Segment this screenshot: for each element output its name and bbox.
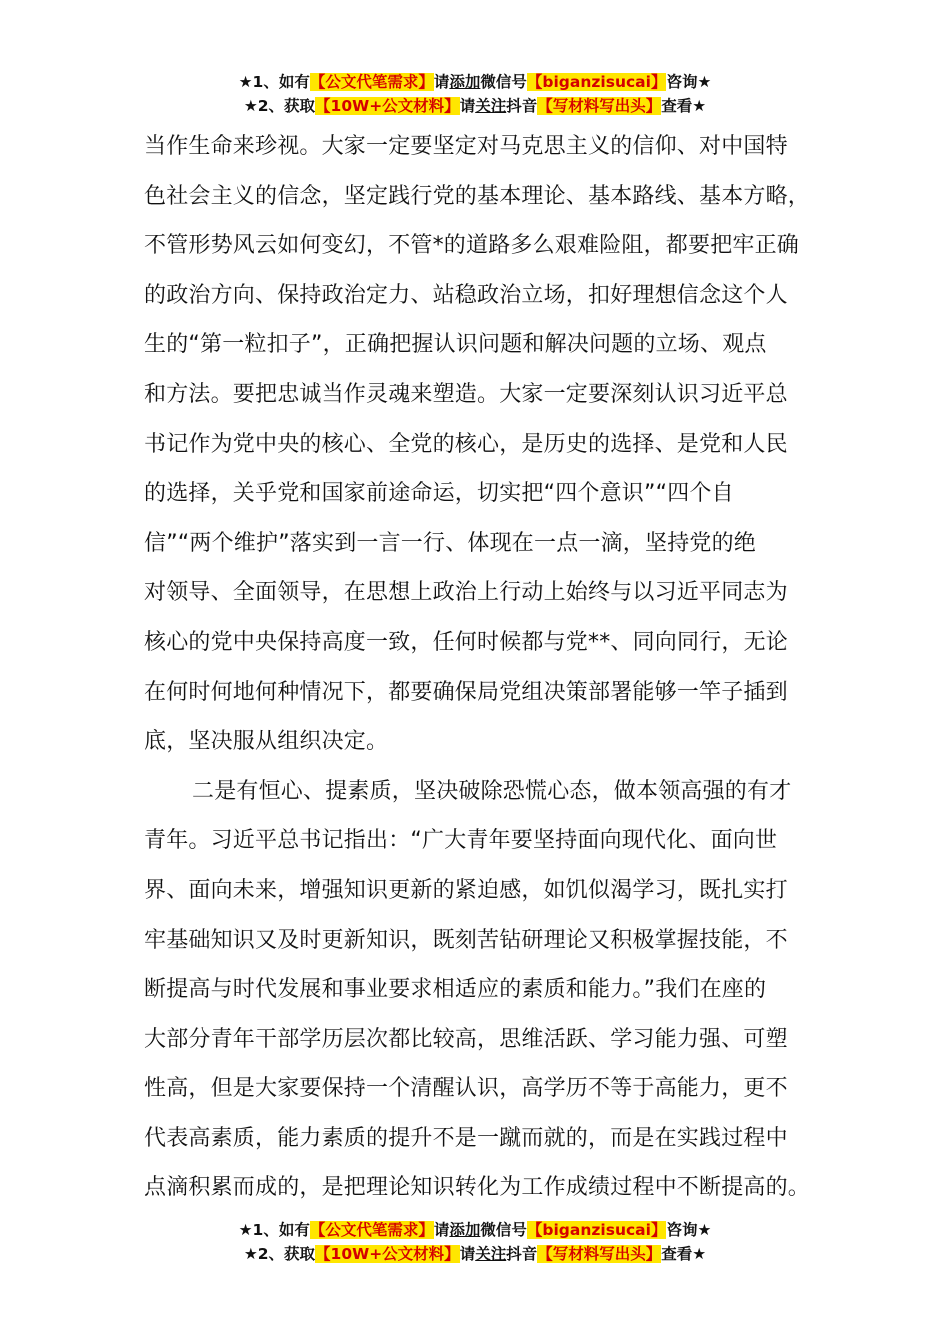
text-line: 性高，但是大家要保持一个清醒认识，高学历不等于高能力，更不 bbox=[144, 1076, 788, 1102]
text-line: 大部分青年干部学历层次都比较高，思维活跃、学习能力强、可塑 bbox=[144, 1026, 788, 1052]
text-line: 底，坚决服从组织决定。 bbox=[144, 729, 389, 755]
highlight-materials: 【10W+公文材料】 bbox=[315, 1245, 460, 1263]
highlight-writing-service: 【公文代笔需求】 bbox=[309, 73, 434, 91]
text-line: 代表高素质，能力素质的提升不是一蹴而就的，而是在实践过程中 bbox=[144, 1125, 788, 1151]
highlight-douyin-account: 【写材料写出头】 bbox=[537, 1245, 662, 1263]
header-line-2: ★2、获取【10W+公文材料】请关注抖音【写材料写出头】查看★ bbox=[243, 97, 707, 115]
text-line: 书记作为党中央的核心、全党的核心，是历史的选择、是党和人民 bbox=[144, 431, 788, 457]
text-line: 界、面向未来，增强知识更新的紧迫感，如饥似渴学习，既扎实打 bbox=[144, 877, 788, 903]
text-line: 的选择，关乎党和国家前途命运，切实把“四个意识”“四个自 bbox=[144, 481, 734, 507]
text-line: 色社会主义的信念，坚定践行党的基本理论、基本路线、基本方略， bbox=[144, 183, 811, 209]
text-line: 的政治方向、保持政治定力、站稳政治立场，扣好理想信念这个人 bbox=[144, 282, 788, 308]
header-banner bbox=[0, 70, 950, 118]
text-line: 核心的党中央保持高度一致，任何时候都与党**、同向同行，无论 bbox=[144, 629, 789, 655]
highlight-wechat-id: 【biganzisucai】 bbox=[526, 1221, 667, 1239]
highlight-douyin-account: 【写材料写出头】 bbox=[537, 97, 662, 115]
text-line: 牢基础知识又及时更新知识，既刻苦钻研理论又积极掌握技能，不 bbox=[144, 927, 788, 953]
text-line: 不管形势风云如何变幻，不管*的道路多么艰难险阻，都要把牢正确 bbox=[144, 233, 800, 259]
text-line: 信”“两个维护”落实到一言一行、体现在一点一滴，坚持党的绝 bbox=[144, 530, 756, 556]
text-line: 和方法。要把忠诚当作灵魂来塑造。大家一定要深刻认识习近平总 bbox=[144, 381, 788, 407]
paragraph-start-line: 二是有恒心、提素质，坚决破除恐慌心态，做本领高强的有才 bbox=[192, 778, 792, 804]
text-line: 当作生命来珍视。大家一定要坚定对马克思主义的信仰、对中国特 bbox=[144, 134, 788, 159]
footer-line-1: ★1、如有【公文代笔需求】请添加微信号【biganzisucai】咨询★ bbox=[238, 1221, 712, 1239]
text-line: 对领导、全面领导，在思想上政治上行动上始终与以习近平同志为 bbox=[144, 580, 788, 606]
highlight-wechat-id: 【biganzisucai】 bbox=[526, 73, 667, 91]
footer-banner bbox=[0, 1218, 950, 1266]
text-line: 点滴积累而成的，是把理论知识转化为工作成绩过程中不断提高的。 bbox=[144, 1175, 811, 1201]
footer-line-2: ★2、获取【10W+公文材料】请关注抖音【写材料写出头】查看★ bbox=[243, 1245, 707, 1263]
header-line-1: ★1、如有【公文代笔需求】请添加微信号【biganzisucai】咨询★ bbox=[238, 73, 712, 91]
text-line: 断提高与时代发展和事业要求相适应的素质和能力。”我们在座的 bbox=[144, 977, 767, 1003]
document-body bbox=[144, 122, 812, 1213]
text-line: 生的“第一粒扣子”，正确把握认识问题和解决问题的立场、观点 bbox=[144, 332, 767, 358]
text-line: 在何时何地何种情况下，都要确保局党组决策部署能够一竿子插到 bbox=[144, 679, 788, 705]
highlight-writing-service: 【公文代笔需求】 bbox=[309, 1221, 434, 1239]
highlight-materials: 【10W+公文材料】 bbox=[315, 97, 460, 115]
text-line: 青年。习近平总书记指出：“广大青年要坚持面向现代化、面向世 bbox=[144, 828, 778, 854]
